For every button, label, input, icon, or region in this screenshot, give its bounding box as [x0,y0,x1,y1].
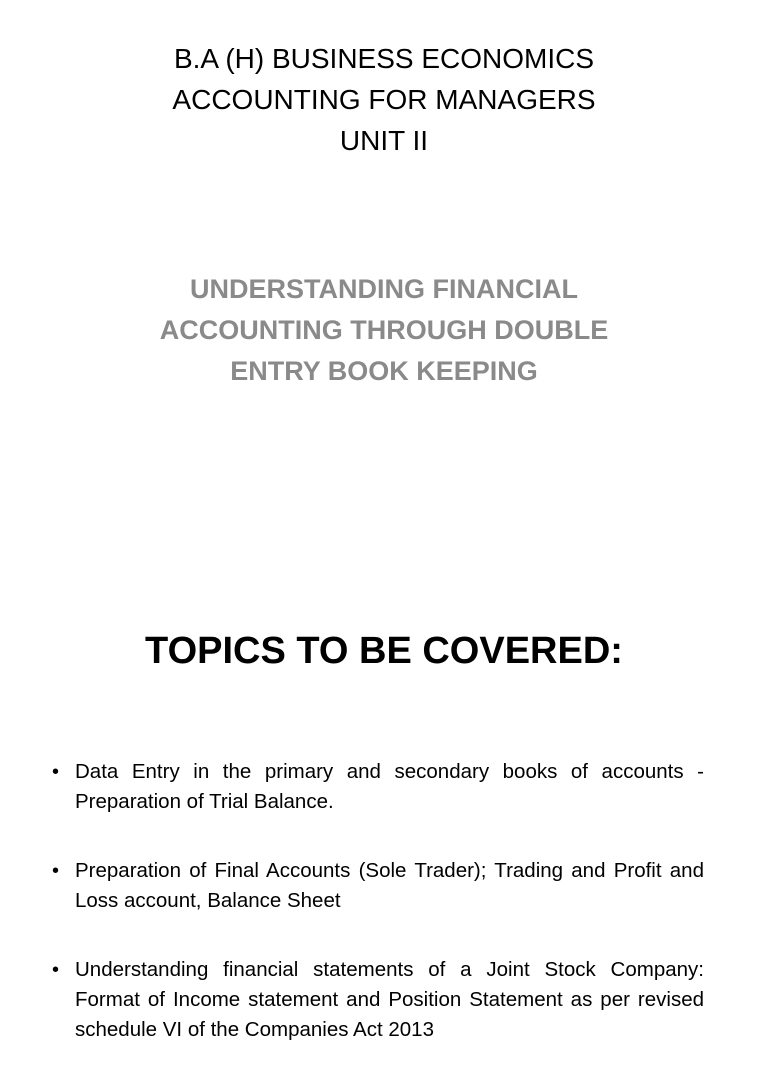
unit-subtitle-line-2: ACCOUNTING THROUGH DOUBLE [159,315,609,345]
topic-item [52,856,704,916]
topic-text: Understanding financial statements of a Joint Stock Company: Format of Income statement and Position Statement as per revised schedule VI of the Companies Act 2013 [75,958,704,1041]
bullet-icon: • [52,860,60,882]
course-title-line-3: UNIT II [339,125,429,156]
bullet-icon: • [52,761,60,783]
topic-text: Data Entry in the primary and secondary books of accounts - Preparation of Trial Balance. [75,760,704,813]
topics-heading: TOPICS TO BE COVERED: [145,630,623,672]
topics-list [52,757,704,1084]
slide-topics [0,576,768,1041]
topic-item [52,757,704,817]
unit-subtitle [60,269,708,392]
course-title-line-1: B.A (H) BUSINESS ECONOMICS [173,43,595,74]
course-title [0,38,768,161]
unit-subtitle-line-3: ENTRY BOOK KEEPING [230,356,538,386]
unit-subtitle-line-1: UNDERSTANDING FINANCIAL [190,274,578,304]
topic-text: Preparation of Final Accounts (Sole Trader); Trading and Profit and Loss account, Balance Sheet [75,859,704,912]
course-title-line-2: ACCOUNTING FOR MANAGERS [172,84,596,115]
bullet-icon: • [52,959,60,981]
topic-item [52,955,704,1045]
